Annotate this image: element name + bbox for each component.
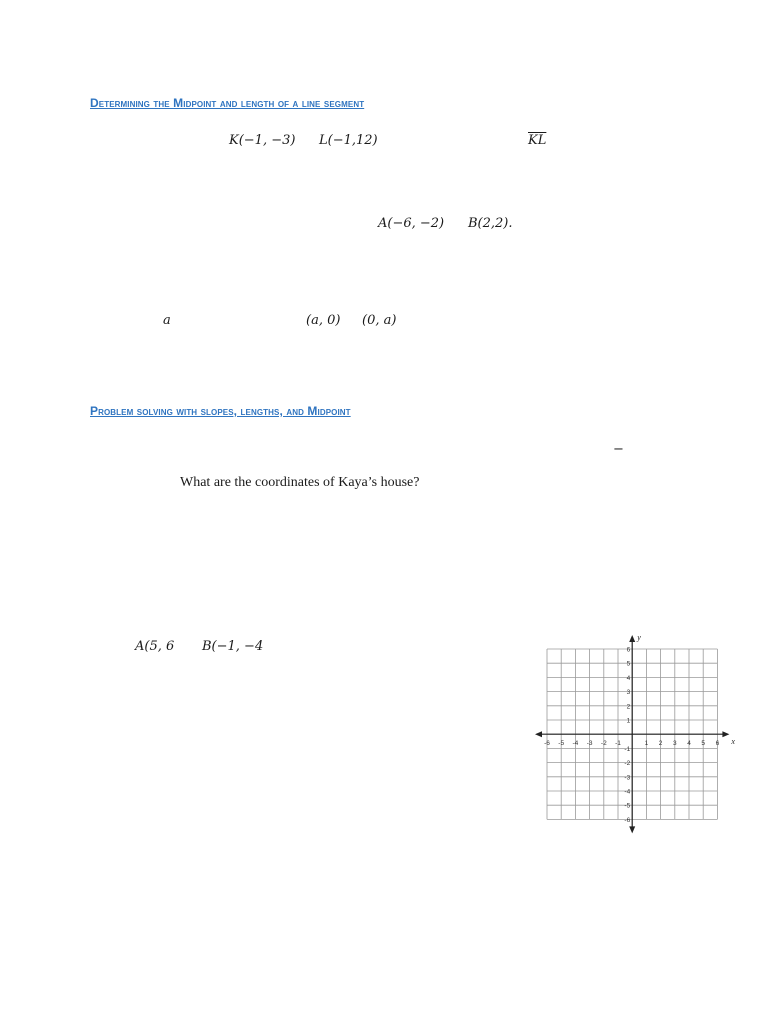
y-tick-label: 2 (626, 703, 631, 711)
variable-a: a (163, 313, 171, 328)
coordinate-grid (532, 632, 738, 838)
x-tick-label: -4 (572, 740, 579, 748)
y-tick-label: 4 (626, 674, 631, 682)
point-l: L(−1,12) (319, 133, 378, 148)
point-b-q5: B(−1, −4 (202, 639, 264, 654)
y-tick-label: -2 (624, 760, 631, 768)
y-tick-label: -6 (624, 816, 631, 824)
point-a-q2: A(−6, −2) (378, 216, 445, 231)
point-a-q5: A(5, 6 (135, 639, 175, 654)
x-tick-label: 1 (644, 740, 649, 748)
x-tick-label: -6 (544, 740, 550, 748)
point-zero-a: (0, a) (362, 313, 397, 328)
section-heading-midpoint-length: Determining the Midpoint and length of a line segment (90, 96, 365, 110)
x-tick-label: -3 (586, 740, 593, 748)
point-a-zero: (a, 0) (306, 313, 341, 328)
x-tick-label: 2 (658, 740, 663, 748)
y-tick-label: -3 (624, 774, 631, 782)
x-tick-label: -1 (615, 740, 621, 748)
y-tick-label: 3 (626, 689, 631, 697)
y-tick-label: 1 (626, 717, 631, 725)
y-tick-label: 6 (626, 646, 631, 654)
question-kaya-house: What are the coordinates of Kaya’s house? (180, 475, 420, 490)
y-axis-label: y (637, 633, 641, 642)
y-tick-label: 5 (626, 660, 631, 668)
point-k: K(−1, −3) (229, 133, 296, 148)
y-tick-label: -1 (624, 745, 631, 753)
x-tick-label: 5 (701, 740, 706, 748)
x-tick-label: 4 (687, 740, 691, 748)
x-axis-arrow-right (722, 731, 729, 737)
coordinate-grid-svg (532, 632, 738, 838)
x-axis-label: x (731, 737, 735, 747)
x-tick-label: -5 (558, 740, 565, 748)
point-b-q2: B(2,2). (468, 216, 513, 231)
y-axis-arrow-down (629, 826, 635, 833)
y-axis-arrow-up (629, 635, 635, 642)
y-tick-label: -4 (624, 788, 631, 796)
section-heading-problem-solving: Problem solving with slopes, lengths, and Midpoint (90, 404, 351, 418)
x-tick-label: 6 (715, 740, 720, 748)
x-axis-arrow-left (535, 731, 542, 737)
x-tick-label: 3 (672, 740, 677, 748)
fraction-dash: − (613, 442, 624, 457)
y-tick-label: -5 (624, 802, 631, 810)
segment-kl: $\overline{KL}$ (528, 133, 547, 148)
x-tick-label: -2 (600, 740, 607, 748)
